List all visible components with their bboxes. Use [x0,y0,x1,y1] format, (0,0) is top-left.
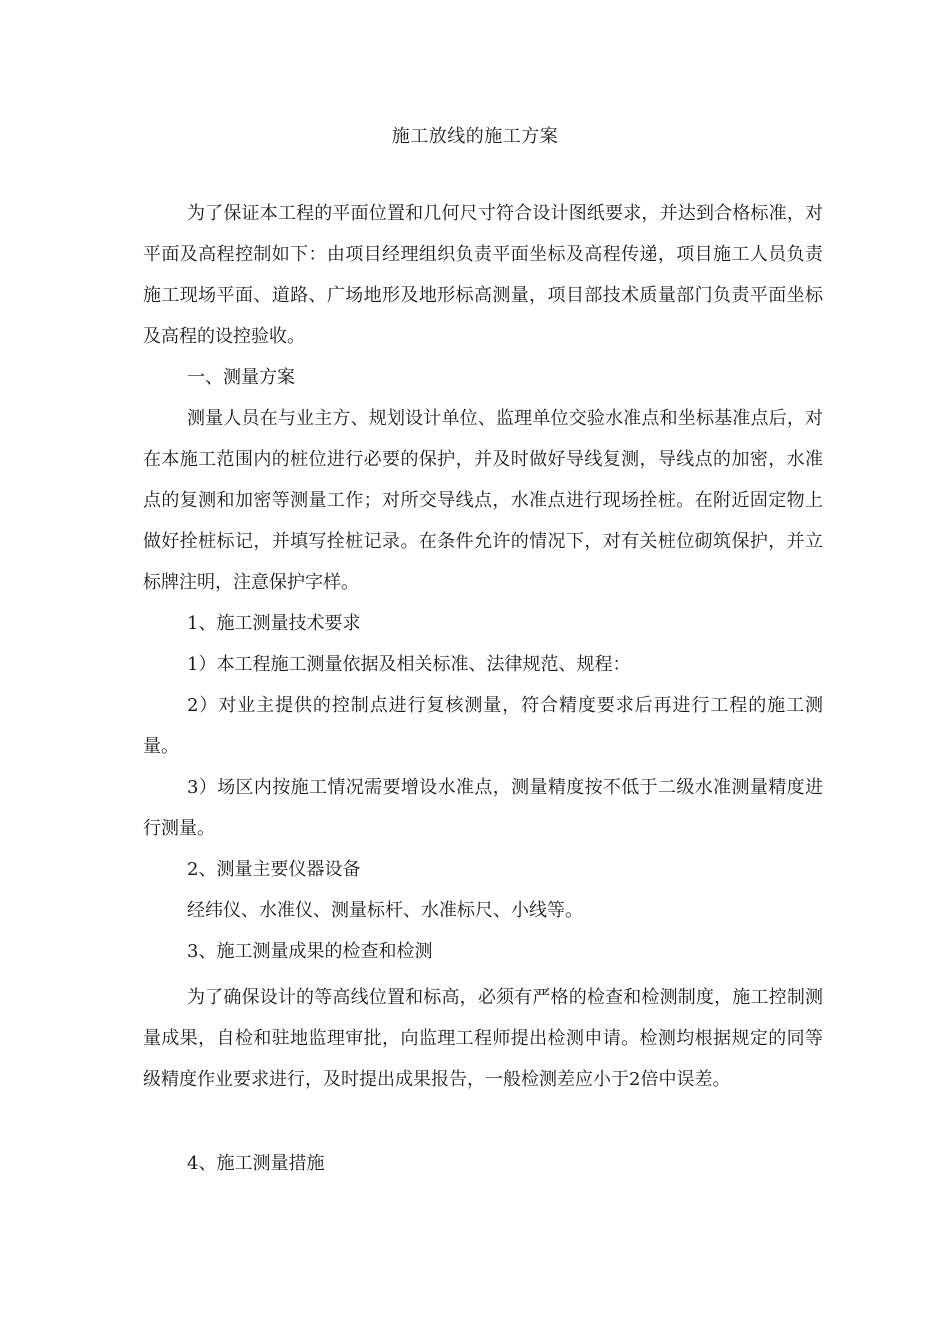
section-heading-survey-plan: 一、测量方案 [187,367,295,388]
survey-plan-paragraph: 测量人员在与业主方、规划设计单位、监理单位交验水准点和坐标基准点后，对在本施工范围内的桩位进行必要的保护，并及时做好导线复测，导线点的加密，水准点的复测和加密等测量工作；对所交导线点，水准点进行现场拴桩。在附近固定物上做好拴桩标记，并填写拴桩记录。在条件允许的情况下，对有关桩位砌筑保护，并立标牌注明，注意保护字样。 [143,408,823,593]
subsection-heading-inspection: 3、施工测量成果的检查和检测 [187,941,433,962]
subsection-heading-technical-requirements: 1、施工测量技术要求 [187,613,361,634]
subsection-heading-equipment: 2、测量主要仪器设备 [187,859,361,880]
subsection-heading-measures: 4、施工测量措施 [187,1153,325,1174]
document-title: 施工放线的施工方案 [391,126,559,147]
requirement-item-3: 3）场区内按施工情况需要增设水准点，测量精度按不低于二级水准测量精度进行测量。 [143,777,823,839]
inspection-paragraph: 为了确保设计的等高线位置和标高，必须有严格的检查和检测制度，施工控制测量成果，自检和驻地监理审批，向监理工程师提出检测申请。检测均根据规定的同等级精度作业要求进行，及时提出成果报告，一般检测差应小于2倍中误差。 [143,987,823,1090]
equipment-list: 经纬仪、水准仪、测量标杆、水准标尺、小线等。 [187,900,583,921]
requirement-item-2: 2）对业主提供的控制点进行复核测量，符合精度要求后再进行工程的施工测量。 [143,695,823,757]
intro-paragraph: 为了保证本工程的平面位置和几何尺寸符合设计图纸要求，并达到合格标准，对平面及高程控制如下：由项目经理组织负责平面坐标及高程传递，项目施工人员负责施工现场平面、道路、广场地形及地形标高测量，项目部技术质量部门负责平面坐标及高程的设控验收。 [143,203,823,347]
requirement-item-1: 1）本工程施工测量依据及相关标准、法律规范、规程： [187,654,631,675]
